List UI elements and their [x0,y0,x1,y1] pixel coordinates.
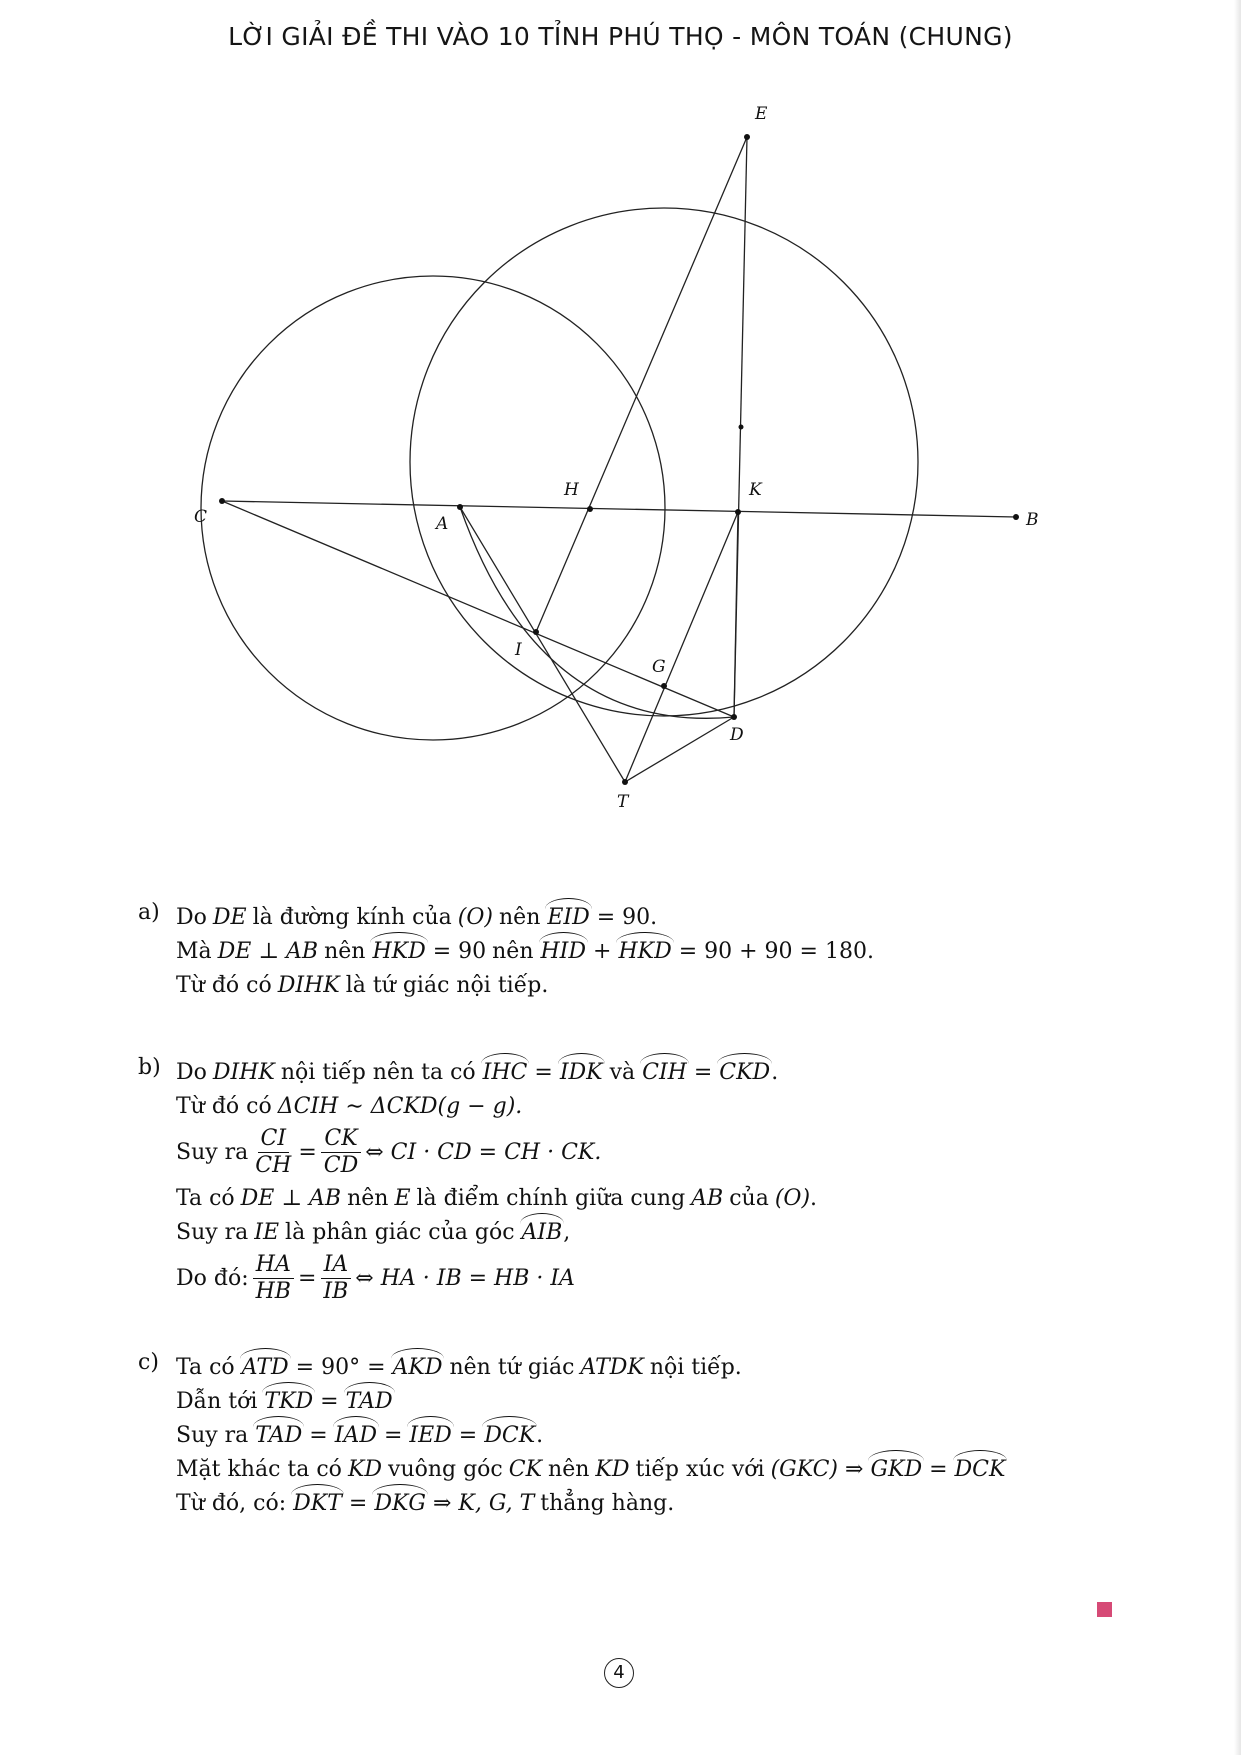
text: Do [176,904,207,930]
text: Ta có [176,1354,235,1380]
text: Mặt khác ta có [176,1456,342,1482]
angle-IED: IED [409,1422,452,1448]
math-text: + [593,938,612,964]
c-line-2 [176,1384,1226,1418]
math-text: = [383,1422,403,1448]
text: Do [176,1059,207,1085]
denominator: IB [323,1278,349,1304]
text: Mà [176,938,212,964]
b-line-6 [176,1249,1226,1307]
b-line-2 [176,1089,1226,1123]
label-A: A [436,514,449,534]
numerator: CK [321,1126,360,1153]
text: Suy ra [176,1422,249,1448]
math-text: . [536,1422,544,1448]
label-G: G [652,657,666,677]
math-similar-triangles: ΔCIH ∼ ΔCKD(g − g). [277,1093,523,1119]
angle-EID: EID [547,904,590,930]
part-c-tag: c) [138,1350,159,1375]
segment-KD [734,512,738,717]
angle-TAD: TAD [255,1422,303,1448]
math-text: = 90 [432,938,487,964]
angle-IAD: IAD [334,1422,377,1448]
math-O: (O) [457,904,493,930]
end-of-proof-mark [1097,1602,1112,1617]
text: Dẫn tới [176,1388,258,1414]
text: là đường kính của [252,904,452,930]
c-line-5 [176,1486,1226,1520]
math-text: = [297,1265,317,1291]
c-line-4 [176,1452,1226,1486]
numerator: HA [253,1252,294,1279]
numerator: IA [321,1252,352,1279]
math-DIHK: DIHK [212,1059,275,1085]
text: nên [347,1185,389,1211]
text: vuông góc [388,1456,503,1482]
point-K [735,509,741,515]
math-GKC: (GKC) ⇒ [770,1456,864,1482]
segment-TD [625,717,734,782]
point-T [622,779,628,785]
b-line-3 [176,1123,1226,1181]
text: tiếp xúc với [635,1456,765,1482]
fraction-CK-CD [321,1126,361,1179]
numerator: CI [258,1126,290,1153]
math-KD: KD [595,1456,630,1482]
angle-ATD: ATD [241,1354,289,1380]
label-H: H [564,480,579,500]
fraction-HA-HB [253,1252,294,1305]
b-line-5 [176,1215,1226,1249]
arc-AGD [460,507,734,718]
label-C: C [194,507,208,527]
page-header: LỜI GIẢI ĐỀ THI VÀO 10 TỈNH PHÚ THỌ - MÔN TOÁN (CHUNG) [228,22,1013,51]
math-text: = [458,1422,478,1448]
a-line-2 [176,934,1226,968]
denominator: HB [255,1278,291,1304]
text: nên tứ giác [449,1354,575,1380]
math-KD: KD [347,1456,383,1482]
math-text: ⇔ HA · IB = HB · IA [355,1265,575,1291]
label-D: D [730,725,744,745]
b-line-1 [176,1055,1226,1089]
part-a-tag: a) [138,900,160,925]
math-text: = [298,1139,317,1165]
text: Ta có [176,1185,235,1211]
point-E [744,134,750,140]
label-I: I [515,640,522,660]
point-G [661,683,667,689]
denominator: CH [255,1152,292,1178]
page-number: 4 [604,1658,634,1688]
text: nên [492,938,534,964]
segment-CB [222,501,1016,517]
math-text: = [320,1388,339,1414]
text: Từ đó có [176,972,272,998]
math-CK: CK [508,1456,543,1482]
text: Suy ra [176,1219,249,1245]
text: Từ đó có [176,1093,272,1119]
text: nên [548,1456,590,1482]
angle-CIH: CIH [642,1059,687,1085]
a-line-3 [176,968,1226,1002]
text: nội tiếp. [649,1354,742,1380]
math-E: E [394,1185,411,1211]
angle-AIB: AIB [521,1219,563,1245]
text: nên [324,938,366,964]
math-text: , [563,1219,571,1245]
math-text: = [309,1422,328,1448]
circle-big-O [410,208,918,716]
label-T: T [617,792,629,812]
point-C [219,498,225,504]
text: thẳng hàng. [540,1490,675,1516]
angle-AKD: AKD [392,1354,443,1380]
angle-DKT: DKT [293,1490,342,1516]
b-line-4 [176,1181,1226,1215]
math-DE: DE [212,904,247,930]
label-K: K [749,480,762,500]
math-O: (O) [774,1185,811,1211]
text: là tứ giác nội tiếp. [345,972,549,998]
angle-IHC: IHC [482,1059,528,1085]
angle-HKD: HKD [618,938,672,964]
angle-HID: HID [540,938,587,964]
angle-DCK: DCK [954,1456,1006,1482]
denominator: CD [323,1152,359,1178]
math-DIHK: DIHK [277,972,340,998]
label-E: E [755,104,768,124]
text: nên [499,904,541,930]
text: nội tiếp nên ta có [280,1059,476,1085]
text: Suy ra [176,1139,249,1165]
fraction-CI-CH [252,1126,294,1179]
math-text: = 90 + 90 = 180. [678,938,874,964]
text: là phân giác của góc [285,1219,515,1245]
angle-DCK: DCK [484,1422,536,1448]
segment-AT [460,507,625,782]
point-center-O [739,425,744,430]
text: Do đó: [176,1265,249,1291]
point-A [457,504,463,510]
point-B [1013,514,1019,520]
angle-GKD: GKD [870,1456,923,1482]
c-line-3 [176,1418,1226,1452]
fraction-IA-IB [320,1252,351,1305]
angle-TKD: TKD [264,1388,314,1414]
angle-DKG: DKG [374,1490,426,1516]
math-text: = [348,1490,368,1516]
a-line-1 [176,900,1226,934]
label-B: B [1026,510,1039,530]
math-text: ⇔ CI · CD = CH · CK. [365,1139,602,1165]
math-text: = [534,1059,553,1085]
segment-CD [222,501,734,717]
c-line-1 [176,1350,1226,1384]
math-text: = [929,1456,948,1482]
point-H [587,506,593,512]
point-D [731,714,737,720]
math-ATDK: ATDK [580,1354,644,1380]
math-text: = [693,1059,713,1085]
angle-HKD: HKD [372,938,426,964]
angle-TAD: TAD [345,1388,393,1414]
math-DE-perp-AB: DE ⊥ AB [240,1185,342,1211]
math-text: ⇒ K, G, T [432,1490,535,1516]
math-IE: IE [254,1219,280,1245]
angle-IDK: IDK [559,1059,603,1085]
text: Từ đó, có: [176,1490,287,1516]
text: và [609,1059,636,1085]
geometry-figure [0,95,1241,815]
angle-CKD: CKD [719,1059,771,1085]
math-text: = 90° = [295,1354,386,1380]
math-text: . [771,1059,779,1085]
text: của [729,1185,769,1211]
segment-KT [625,512,738,782]
math-DE-perp-AB: DE ⊥ AB [217,938,319,964]
math-AB: AB [691,1185,724,1211]
point-I [533,629,539,635]
text: là điểm chính giữa cung [416,1185,686,1211]
part-b-tag: b) [138,1055,161,1080]
math-text: . [810,1185,818,1211]
segment-EI [536,137,747,632]
math-text: = 90. [596,904,658,930]
